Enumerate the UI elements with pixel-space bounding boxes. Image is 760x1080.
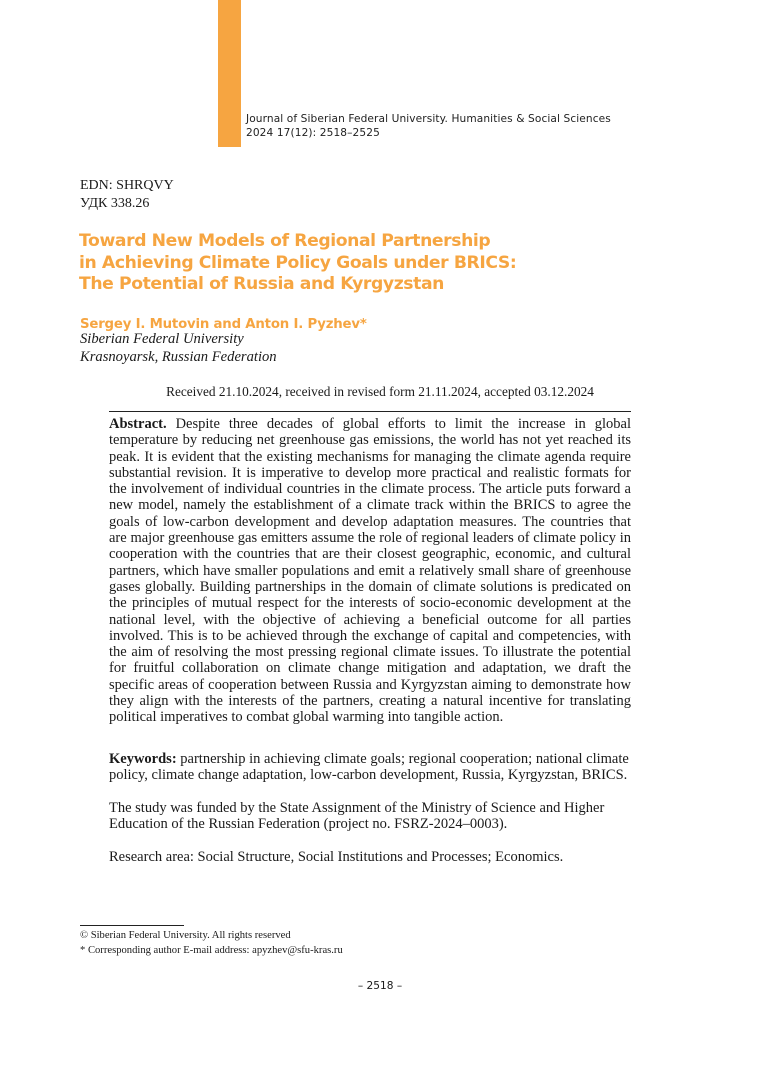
keywords-label: Keywords: — [109, 751, 177, 767]
identifiers — [80, 177, 174, 213]
footnote-divider — [80, 925, 184, 926]
abstract-divider — [109, 411, 631, 412]
edn-code: EDN: SHRQVY — [80, 178, 174, 193]
copyright-note: © Siberian Federal University. All rights reserved — [80, 930, 291, 941]
title-line: in Achieving Climate Policy Goals under BRICS: — [79, 252, 517, 273]
footnotes — [80, 929, 343, 958]
keywords — [109, 751, 631, 784]
affiliation — [80, 331, 277, 366]
corresponding-author-note: * Corresponding author E-mail address: apyzhev@sfu-kras.ru — [80, 944, 343, 956]
article-title — [79, 231, 516, 296]
received-dates: Received 21.10.2024, received in revised form 21.11.2024, accepted 03.12.2024 — [166, 384, 594, 399]
abstract — [109, 416, 631, 726]
affiliation-institution: Siberian Federal University — [80, 331, 244, 347]
udk-code: УДК 338.26 — [80, 196, 150, 211]
funding-note: The study was funded by the State Assignment of the Ministry of Science and Higher Education of the Russian Federation (project no. FSRZ-2024–0003). — [109, 800, 605, 833]
journal-header — [246, 112, 611, 140]
title-line: The Potential of Russia and Kyrgyzstan — [79, 274, 444, 294]
affiliation-city: Krasnoyarsk, Russian Federation — [80, 348, 277, 365]
abstract-label: Abstract. — [109, 416, 167, 432]
abstract-text: Despite three decades of global efforts to limit the increase in global temperature by reducing net greenhouse gas emissions, the world has not yet reached its peak. It is evident that the existing mechanisms for managing the climate agenda require substantial revision. It is imperative to develop more practical and realistic formats for the involvement of individual countries in the climate process. The article puts forward a new model, namely the establishment of a climate track within the BRICS to agree the goals of low-carbon development and develop adaptation measures. The countries that are major greenhouse gas emitters assume the role of regional leaders of climate policy in cooperation with the countries that are their closest geographic, economic, and cultural partners, which have smaller populations and emit a relatively small share of greenhouse gases globally. Building partnerships in the domain of climate solutions is predicated on the principles of mutual respect for the interests of socio-economic development at the national level, with the objective of achieving a beneficial outcome for all parties involved. This is to be achieved through the exchange of capital and competencies, with the aim of resolving the most pressing regional climate issues. To illustrate the potential for fruitful collaboration on climate change mitigation and adaptation, we draft the specific areas of cooperation between Russia and Kyrgyzstan aiming to demonstrate how they align with the interests of the partners, creating a natural incentive for translating political imperatives to combat global warming into tangible action. — [109, 416, 631, 726]
title-line: Toward New Models of Regional Partnership — [79, 231, 491, 251]
journal-accent-bar — [218, 0, 241, 147]
keywords-text: partnership in achieving climate goals; regional cooperation; national climate policy, climate change adaptation, low-carbon development, Russia, Kyrgyzstan, BRICS. — [109, 751, 629, 784]
authors: Sergey I. Mutovin and Anton I. Pyzhev* — [80, 317, 367, 332]
page-number: – 2518 – — [357, 980, 403, 992]
journal-issue: 2024 17(12): 2518–2525 — [246, 127, 380, 139]
journal-name: Journal of Siberian Federal University. Humanities & Social Sciences — [246, 113, 611, 125]
research-area: Research area: Social Structure, Social Institutions and Processes; Economics. — [109, 849, 564, 865]
